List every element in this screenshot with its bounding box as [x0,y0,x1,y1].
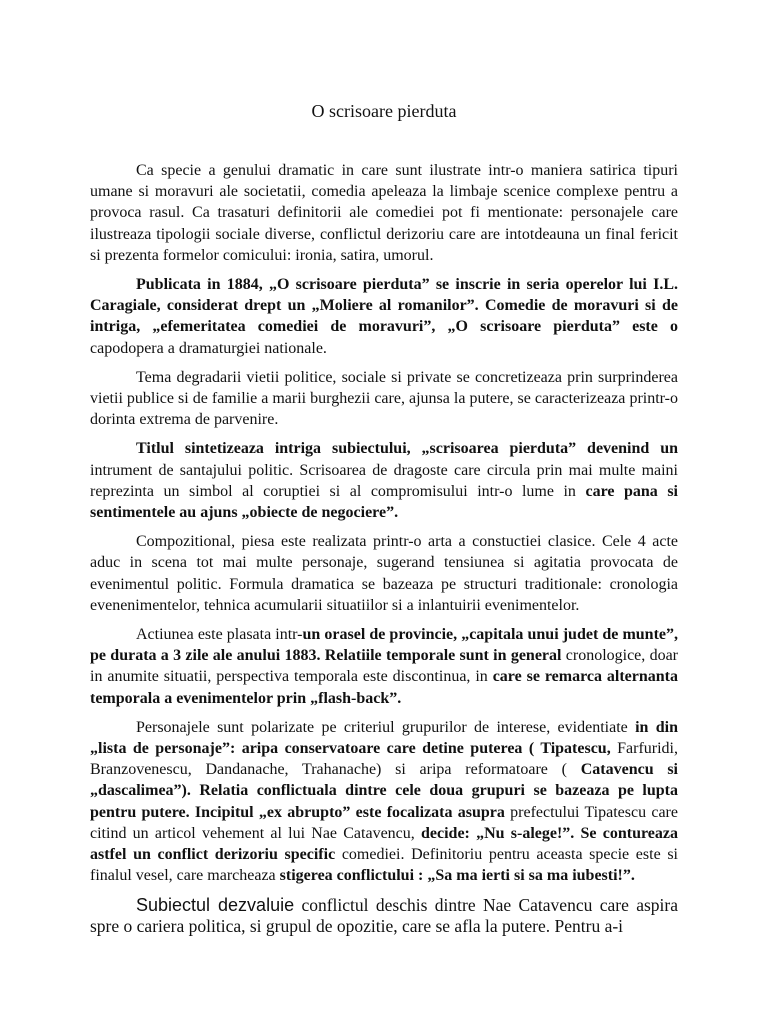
text-segment: Personajele sunt polarizate pe criteriul grupurilor de interese, evidentiate [136,718,636,736]
bold-text-segment: un orasel de provincie, „capitala unui judet de munte”, pe durata a 3 zile ale anului 1883. Relatiile temporale sunt in general [90,626,678,665]
paragraph [90,531,678,616]
paragraph [90,895,678,937]
text-segment: comediei. Definitoriu pentru aceasta specie este si finalul vesel, care marcheaza [90,846,678,885]
paragraph [90,717,678,887]
paragraph [90,438,678,523]
text-segment: Compozitional, piesa este realizata printr-o arta a constuctiei clasice. Cele 4 acte aduc in scena tot mai multe personaje, sugerand tensiunea si agitatia provocata de evenimentul politic. Formula dramatica se bazeaza pe structuri traditionale: cronologia evenenimentelor, tehnica acumularii situatiilor si a inlantuirii evenimentelor. [90,533,678,614]
bold-text-segment: decide: „Nu s-alege!”. Se contureaza astfel un conflict derizoriu specific [90,824,678,864]
text-segment: Ca specie a genului dramatic in care sunt ilustrate intr-o maniera satirica tipuri umane si moravuri ale societatii, comedia apeleaza la limbaje scenice complexe pentru a provoca rasul. Ca trasaturi definitorii ale comediei pot fi mentionate: personajele care ilustreaza tipologii sociale diverse, conflictul derizoriu care are intotdeauna un final fericit si prezenta formelor comicului: ironia, satira, umorul. [90,162,678,264]
paragraph [90,160,678,266]
text-segment: prefectului Tipatescu care citind un articol vehement al lui Nae Catavencu, [90,803,678,842]
paragraph [90,274,678,359]
text-segment: cronologice, doar in anumite situatii, perspectiva temporala este discontinua, in [90,647,679,686]
text-segment: Tema degradarii vietii politice, sociale si private se concretizeaza prin surprinderea vietii publice si de familie a marii burghezii care, ajunsa la putere, se caracterizeaza printr-o dorinta extrema de parvenire. [90,368,678,429]
bold-text-segment: stigerea conflictului : „Sa ma ierti si sa ma iubesti!”. [279,867,635,885]
bold-text-segment: Titlul sintetizeaza intriga subiectului, „scrisoarea pierduta” devenind un [136,440,678,458]
bold-text-segment: Catavencu si „dascalimea”). Relatia conflictuala dintre cele doua grupuri se bazeaza pe lupta pentru putere. Incipitul „ex abrupto” este focalizata asupra [90,761,679,821]
bold-text-segment: care se remarca alternanta temporala a evenimentelor prin „flash-back”. [90,668,678,707]
text-segment: Farfuridi, Branzovenescu, Dandanache, Trahanache) si aripa reformatoare ( [90,740,678,779]
paragraph [90,367,678,431]
text-segment: Subiectul dezvaluie [136,894,295,915]
bold-text-segment: care pana si sentimentele au ajuns „obiecte de negociere”. [90,482,679,522]
text-segment: Actiunea este plasata intr- [136,626,303,644]
text-segment: capodopera a dramaturgiei nationale. [90,339,327,357]
text-segment: intrument de santajului politic. Scrisoarea de dragoste care circula prin mai multe maini reprezinta un simbol al coruptiei si al compromisului intr-o lume in [90,461,678,500]
bold-text-segment: Publicata in 1884, „O scrisoare pierduta” se inscrie in seria operelor lui I.L. Caragiale, considerat drept un „Moliere al romanilor”. Comedie de moravuri si de intriga, „efemeritatea comediei de moravuri”, „O scrisoare pierduta” este o [90,276,678,336]
text-segment: conflictul deschis dintre Nae Catavencu care aspira spre o cariera politica, si grupul de opozitie, care se afla la putere. Pentru a-i [90,894,678,936]
document-body [90,160,678,937]
document-title: O scrisoare pierduta [311,101,457,121]
paragraph [90,624,678,709]
bold-text-segment: in din „lista de personaje”: aripa conservatoare care detine puterea ( Tipatescu, [90,718,678,758]
